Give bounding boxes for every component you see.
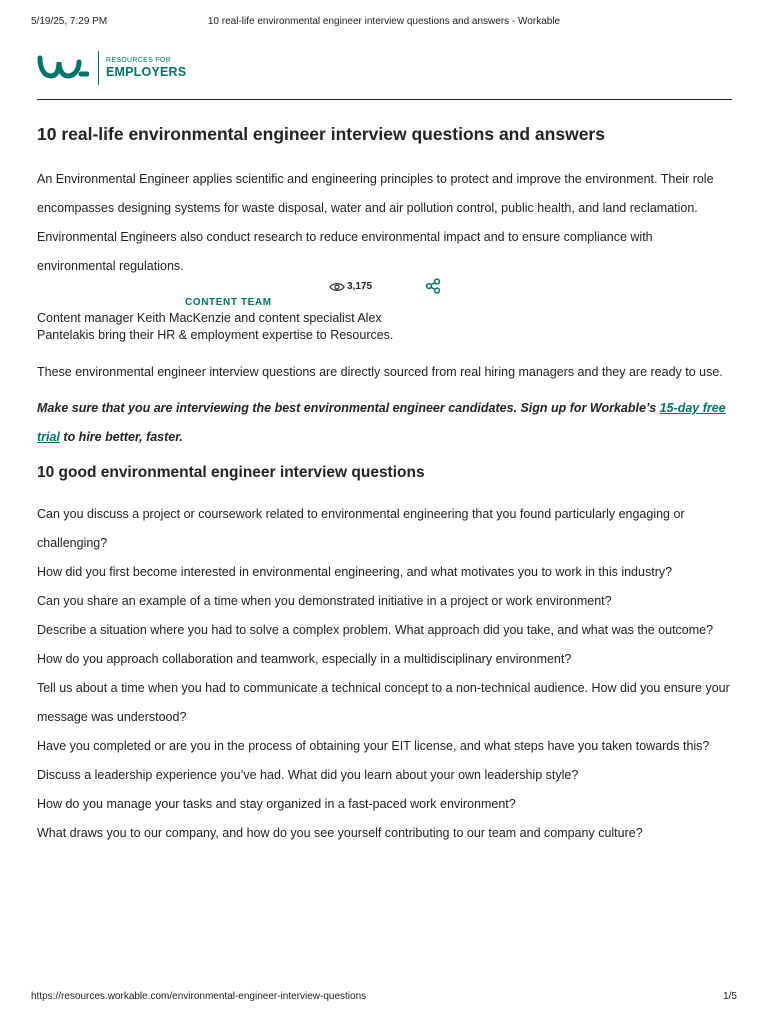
question-item: Describe a situation where you had to solve a complex problem. What approach did you take, and what was the outcome? xyxy=(37,623,714,637)
questions-heading: 10 good environmental engineer interview questions xyxy=(37,464,425,481)
question-item: Can you share an example of a time when you demonstrated initiative in a project or work environment? xyxy=(37,594,612,608)
logo-divider xyxy=(98,51,99,85)
author-team-link[interactable]: CONTENT TEAM xyxy=(185,297,272,308)
trial-cta xyxy=(37,394,732,452)
view-count-value: 3,175 xyxy=(347,281,373,292)
print-doc-title: 10 real-life environmental engineer interview questions and answers - Workable xyxy=(207,16,561,27)
workable-w-icon xyxy=(37,54,89,80)
free-trial-link[interactable]: 15-day free trial xyxy=(37,401,726,444)
article-intro: An Environmental Engineer applies scientific and engineering principles to protect and improve the environment. Their role encompasses designing systems for waste disposal, water and air pollution control, public health, and land reclamation. Environmental Engineers also conduct research to reduce environmental impact and to ensure compliance with environmental regulations. xyxy=(37,172,714,273)
print-footer xyxy=(31,991,737,1005)
print-url: https://resources.workable.com/environmental-engineer-interview-questions xyxy=(31,991,367,1002)
print-page-number: 1/5 xyxy=(723,991,737,1002)
question-item: Can you discuss a project or coursework related to environmental engineering that you found particularly engaging or challenging? xyxy=(37,507,685,550)
cta-suffix: to hire better, faster. xyxy=(59,430,183,444)
view-count xyxy=(329,281,372,292)
logo-title: EMPLOYERS xyxy=(106,65,187,79)
question-item: What draws you to our company, and how do you see yourself contributing to our team and company culture? xyxy=(37,826,643,840)
eye-icon xyxy=(329,282,345,292)
question-item: How did you first become interested in environmental engineering, and what motivates you to work in this industry? xyxy=(37,565,673,579)
cta-prefix: Make sure that you are interviewing the best environmental engineer candidates. Sign up for Workable’s xyxy=(37,401,660,415)
print-header xyxy=(31,16,737,30)
question-item: How do you manage your tasks and stay organized in a fast-paced work environment? xyxy=(37,797,516,811)
question-item: Tell us about a time when you had to communicate a technical concept to a non-technical audience. How did you ensure your message was understood? xyxy=(37,681,730,724)
header-divider xyxy=(37,99,732,100)
question-item: How do you approach collaboration and teamwork, especially in a multidisciplinary environment? xyxy=(37,652,572,666)
site-logo[interactable] xyxy=(37,50,217,86)
sourced-note: These environmental engineer interview questions are directly sourced from real hiring managers and they are ready to use. xyxy=(37,365,723,379)
logo-subtitle: RESOURCES FOR xyxy=(106,57,171,64)
author-bio: Content manager Keith MacKenzie and content specialist Alex Pantelakis bring their HR & employment expertise to Resources. xyxy=(37,311,394,342)
article xyxy=(37,124,732,848)
article-title: 10 real-life environmental engineer interview questions and answers xyxy=(37,124,605,144)
question-item: Discuss a leadership experience you’ve had. What did you learn about your own leadership style? xyxy=(37,768,579,782)
article-meta xyxy=(37,281,732,341)
share-icon[interactable] xyxy=(425,278,441,294)
question-item: Have you completed or are you in the process of obtaining your EIT license, and what steps have you taken towards this? xyxy=(37,739,710,753)
questions-list xyxy=(37,500,732,848)
print-date: 5/19/25, 7:29 PM xyxy=(31,16,108,27)
